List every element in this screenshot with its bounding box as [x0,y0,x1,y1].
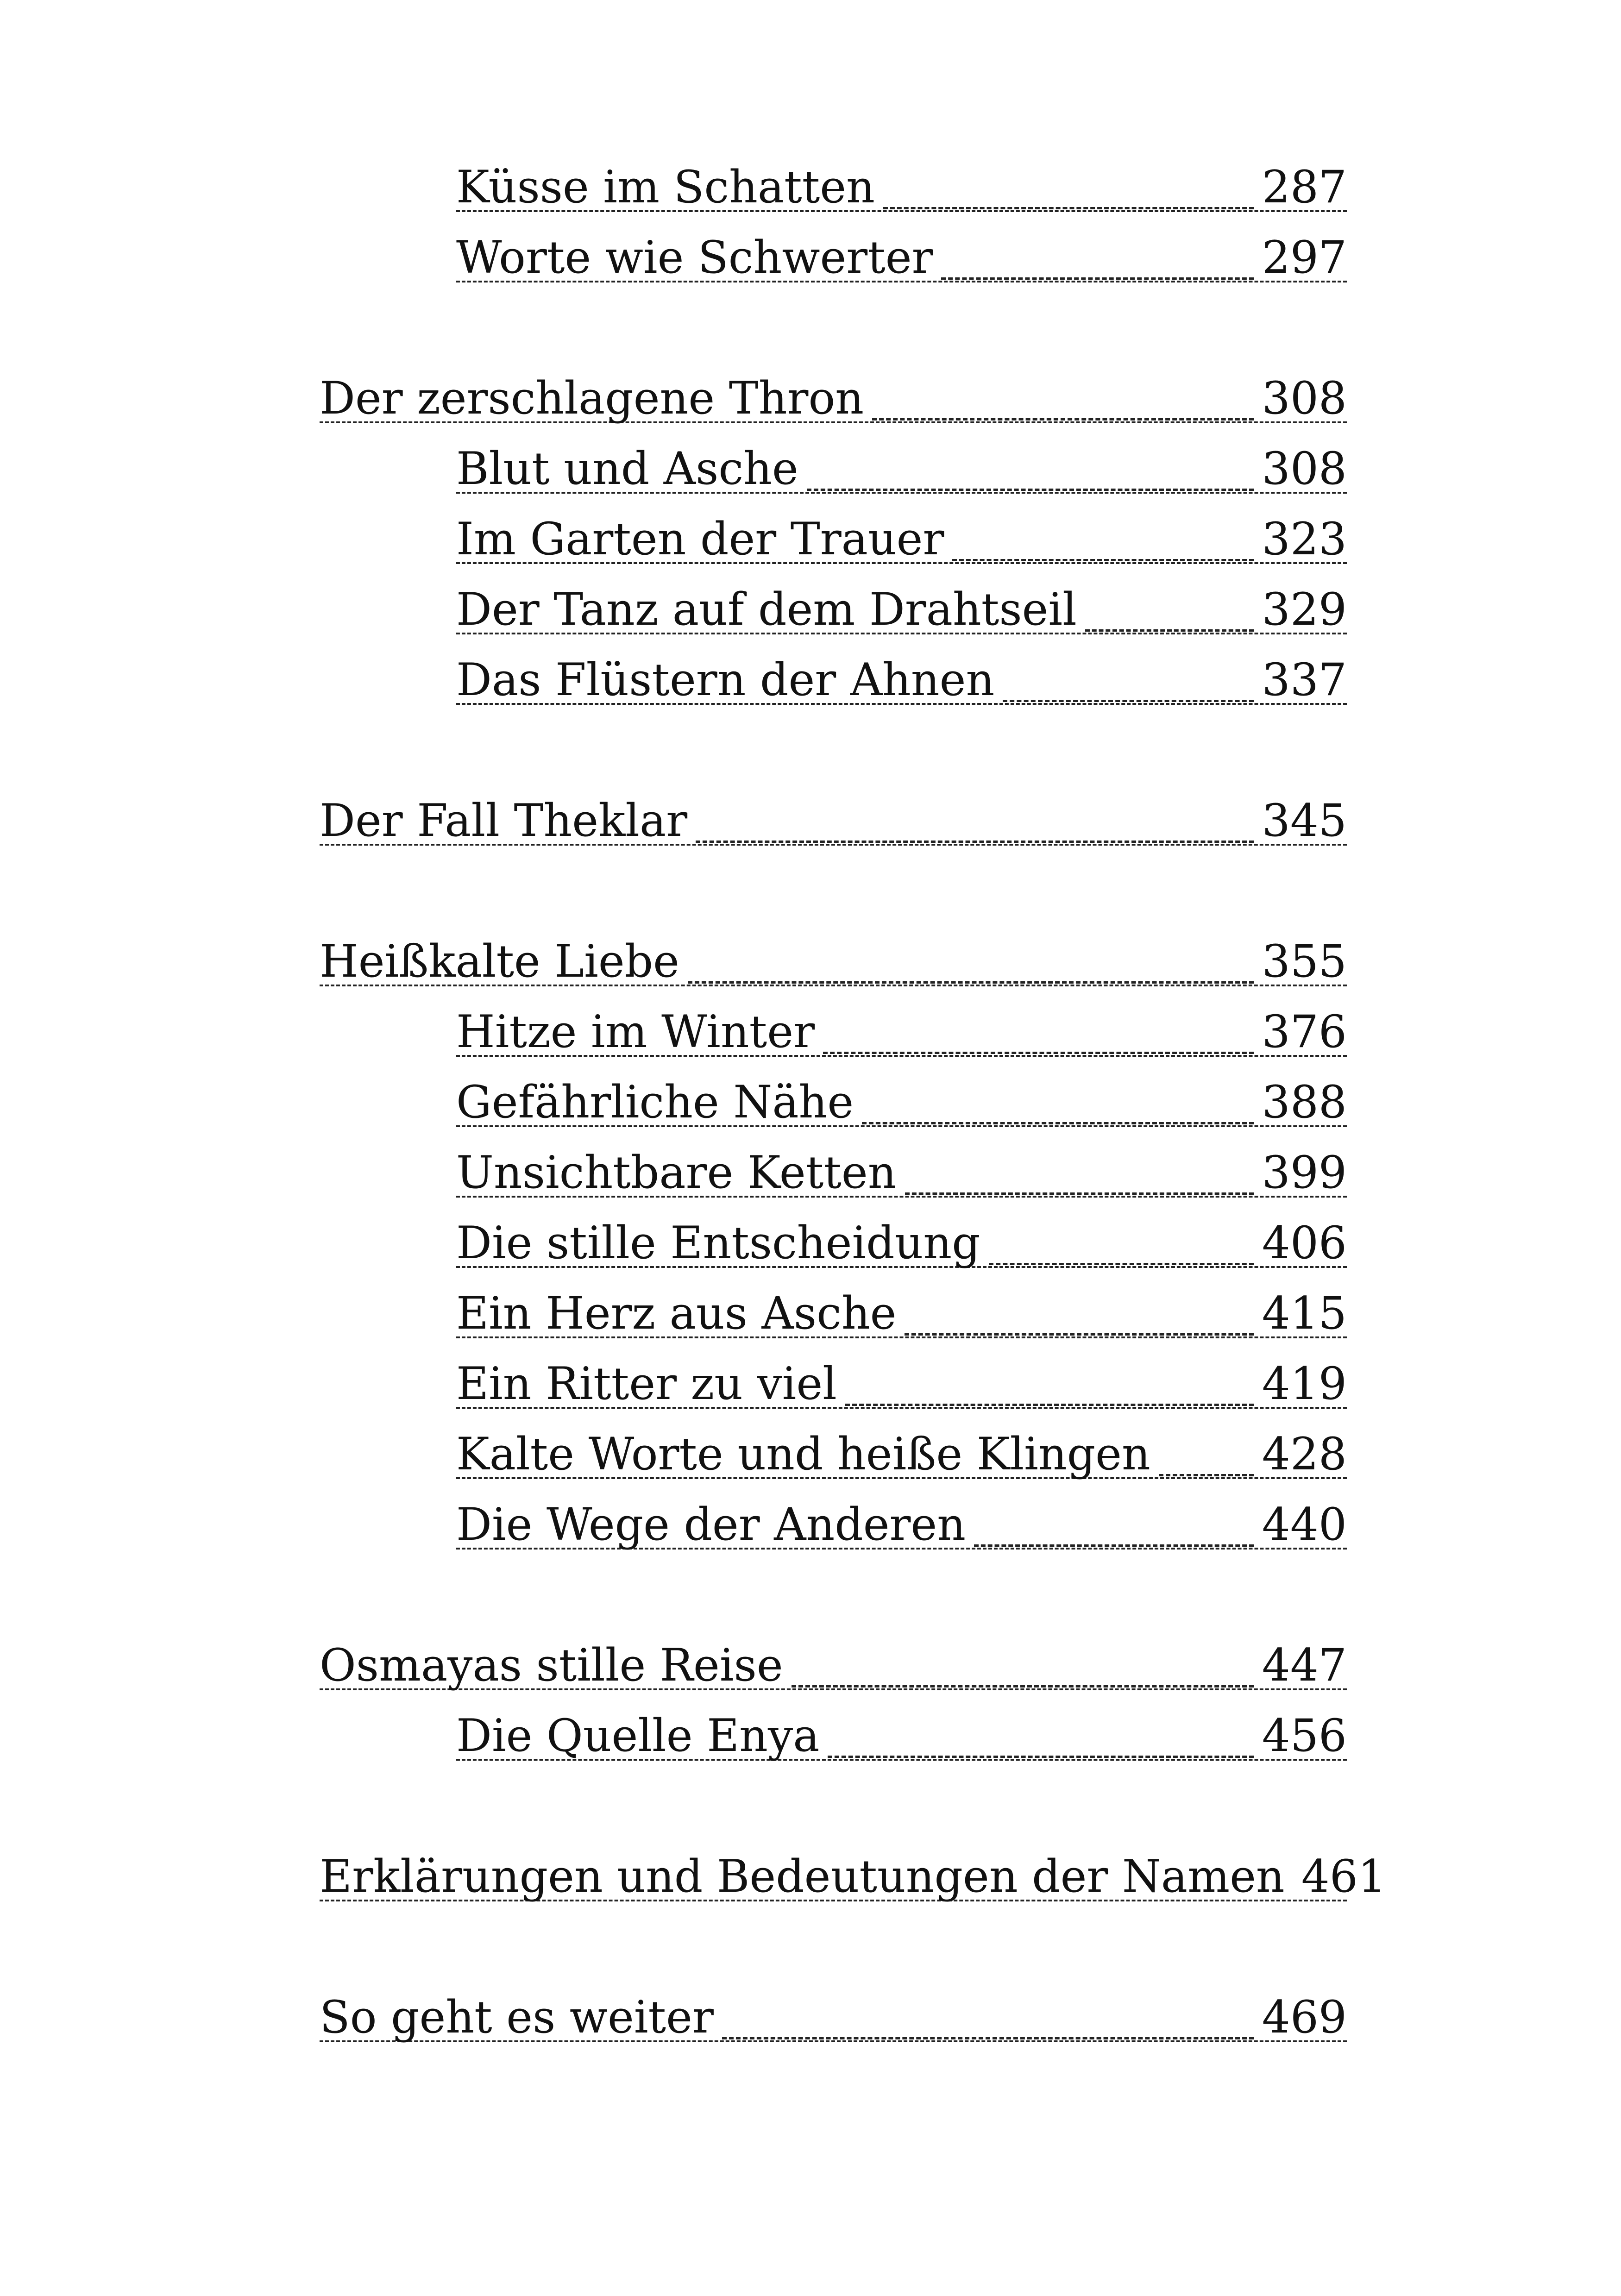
toc-entry-title: Erklärungen und Bedeutungen der Namen [320,1851,1285,1902]
toc-leader-dots [823,1052,1254,1054]
toc-entry[interactable] [320,1414,1347,1485]
toc-entry-title: Die Quelle Enya [456,1710,820,1762]
toc-entry-page-number: 415 [1262,1287,1347,1339]
toc-leader-dots [872,418,1254,420]
toc-entry[interactable] [320,1273,1347,1344]
toc-entry-title: Heißkalte Liebe [320,935,679,987]
toc-entry-title: Hitze im Winter [456,1006,815,1058]
toc-entry[interactable] [320,1837,1386,1907]
toc-entry-title: Die Wege der Anderen [456,1499,966,1550]
toc-entry-page-number: 308 [1262,443,1347,495]
toc-leader-dots [792,1685,1254,1687]
toc-entry[interactable] [320,570,1347,640]
toc-entry[interactable] [320,1133,1347,1203]
toc-entry[interactable] [320,1625,1347,1696]
toc-leader-dots [905,1333,1253,1336]
toc-entry-title: Worte wie Schwerter [456,232,933,283]
toc-entry[interactable] [320,147,1347,218]
toc-entry[interactable] [320,1485,1347,1555]
toc-entry-page-number: 337 [1262,654,1347,706]
toc-leader-dots [862,1122,1254,1124]
toc-entry-page-number: 469 [1262,1991,1347,2043]
toc-entry[interactable] [320,1203,1347,1273]
toc-entry-page-number: 440 [1262,1499,1347,1550]
toc-entry-page-number: 447 [1262,1639,1347,1691]
table-of-contents [320,147,1386,2048]
toc-leader-dots [807,489,1254,491]
toc-leader-dots [905,1192,1254,1195]
toc-leader-dots [1003,700,1253,702]
toc-entry[interactable] [320,922,1347,992]
toc-entry[interactable] [320,640,1347,710]
toc-entry-page-number: 297 [1262,232,1347,283]
toc-leader-dots [845,1404,1254,1406]
toc-entry[interactable] [320,429,1347,499]
toc-entry-page-number: 308 [1262,372,1347,424]
toc-leader-dots [828,1756,1253,1758]
toc-entry[interactable] [320,1062,1347,1133]
toc-entry-page-number: 329 [1262,583,1347,635]
toc-leader-dots [974,1544,1254,1547]
toc-entry-page-number: 287 [1262,161,1347,213]
toc-entry[interactable] [320,358,1347,429]
toc-entry-title: Im Garten der Trauer [456,513,944,565]
toc-entry-page-number: 345 [1262,795,1347,847]
toc-entry-title: Ein Herz aus Asche [456,1287,897,1339]
toc-leader-dots [1159,1474,1254,1476]
toc-leader-dots [696,841,1254,843]
toc-entry-title: Der Fall Theklar [320,795,688,847]
toc-entry[interactable] [320,1977,1347,2048]
toc-entry-title: Der Tanz auf dem Drahtseil [456,583,1077,635]
toc-leader-dots [688,981,1254,984]
toc-leader-dots [1085,629,1254,632]
toc-entry-page-number: 428 [1262,1428,1347,1480]
toc-entry-title: Die stille Entscheidung [456,1217,980,1269]
toc-leader-dots [941,277,1253,280]
toc-entry[interactable] [320,1696,1347,1766]
toc-entry-title: Kalte Worte und heiße Klingen [456,1428,1150,1480]
toc-entry-title: So geht es weiter [320,1991,714,2043]
toc-entry-title: Küsse im Schatten [456,161,875,213]
toc-entry-page-number: 419 [1262,1358,1347,1410]
toc-entry-title: Ein Ritter zu viel [456,1358,837,1410]
toc-entry-page-number: 456 [1262,1710,1347,1762]
toc-entry[interactable] [320,992,1347,1062]
toc-leader-dots [883,207,1254,209]
toc-entry-page-number: 399 [1262,1147,1347,1198]
toc-leader-dots [989,1263,1254,1265]
toc-entry-page-number: 406 [1262,1217,1347,1269]
toc-entry-page-number: 376 [1262,1006,1347,1058]
toc-entry-title: Osmayas stille Reise [320,1639,783,1691]
toc-entry-title: Gefährliche Nähe [456,1076,854,1128]
toc-leader-dots [722,2037,1254,2039]
toc-entry-page-number: 323 [1262,513,1347,565]
toc-entry[interactable] [320,1344,1347,1414]
toc-entry-page-number: 355 [1262,935,1347,987]
toc-leader-dots [952,559,1253,561]
toc-entry-title: Das Flüstern der Ahnen [456,654,995,706]
toc-entry-page-number: 388 [1262,1076,1347,1128]
toc-entry[interactable] [320,499,1347,570]
toc-entry[interactable] [320,218,1347,288]
toc-entry-title: Unsichtbare Ketten [456,1147,897,1198]
toc-entry-page-number: 461 [1301,1851,1386,1902]
toc-entry-title: Der zerschlagene Thron [320,372,864,424]
toc-entry[interactable] [320,781,1347,851]
toc-entry-title: Blut und Asche [456,443,798,495]
